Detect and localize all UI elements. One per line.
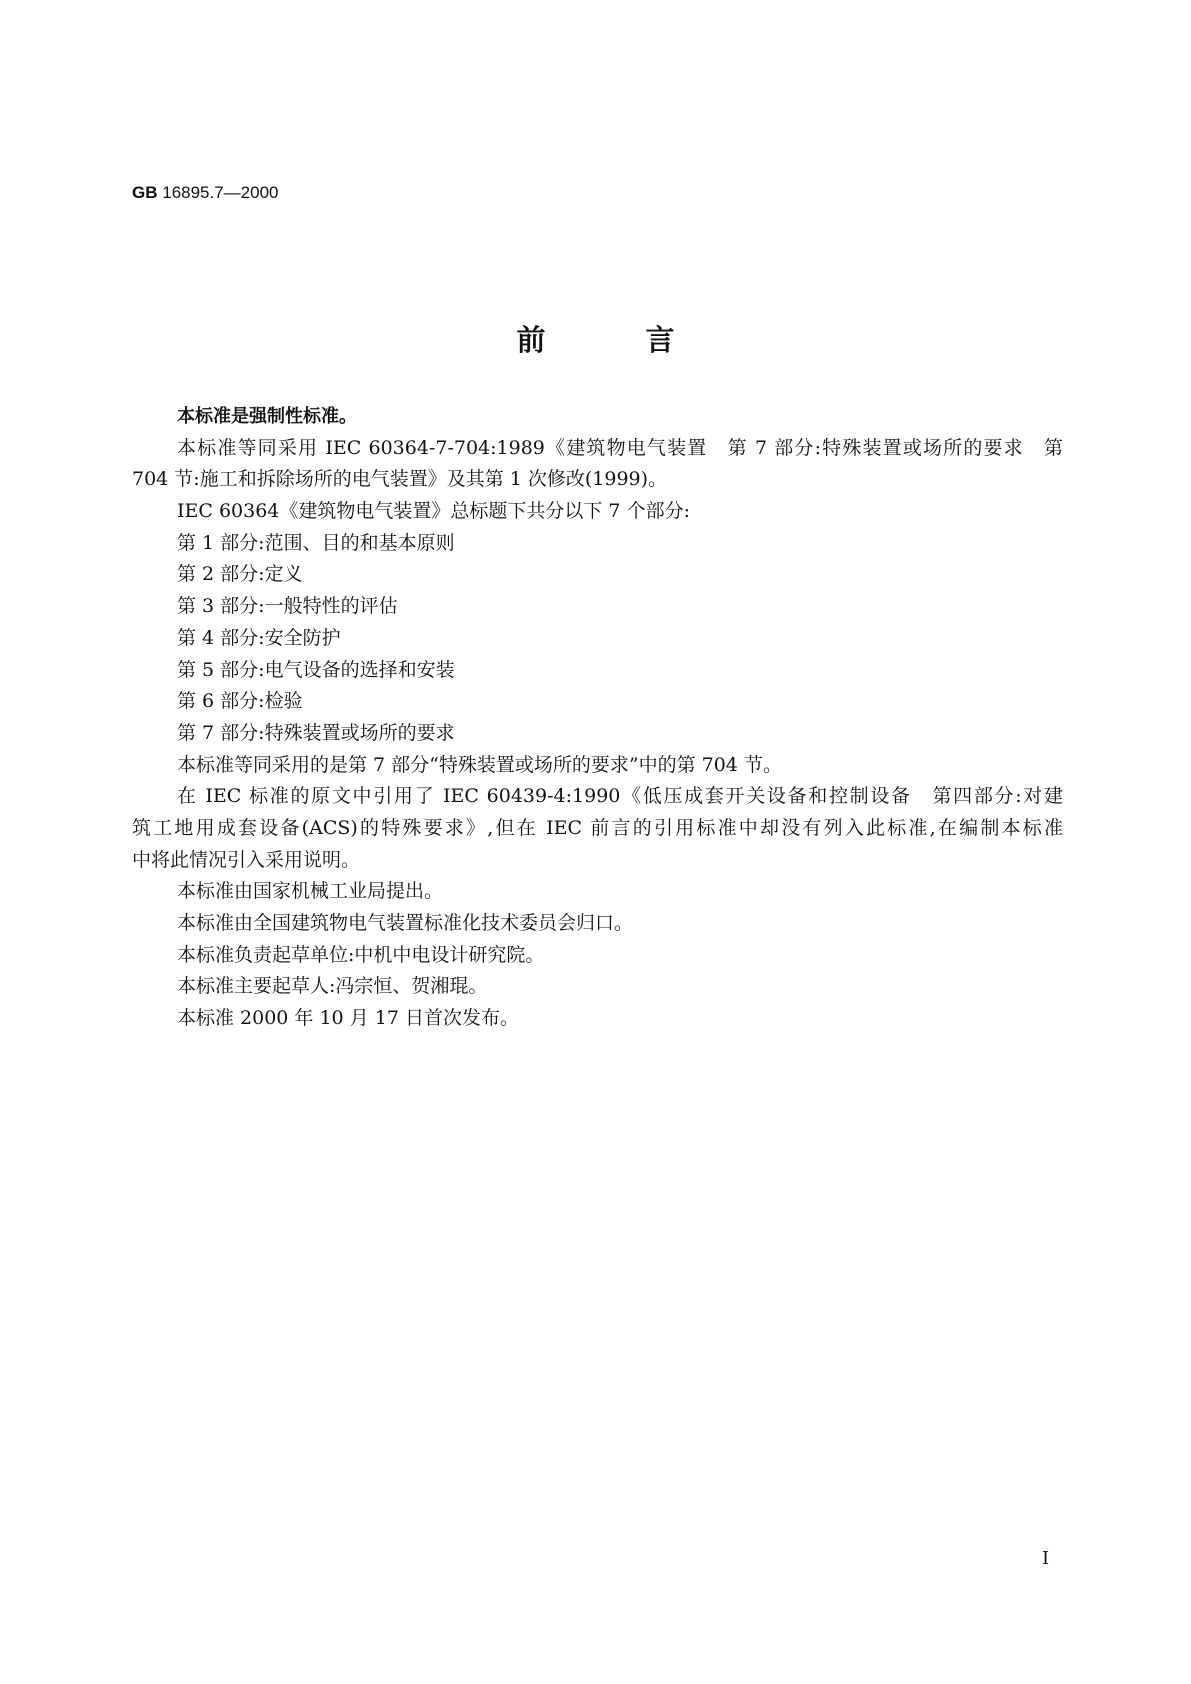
text-line: 第 5 部分:电气设备的选择和安装 — [177, 658, 455, 681]
page-number: I — [1042, 1548, 1050, 1569]
text-line: 本标准主要起草人:冯宗恒、贺湘琨。 — [177, 975, 488, 998]
standard-prefix: GB — [132, 183, 158, 202]
foreword-body — [132, 401, 1063, 1035]
text-line: 第 3 部分:一般特性的评估 — [177, 595, 398, 618]
text-line: 第 7 部分:特殊装置或场所的要求 — [177, 721, 455, 744]
text-line: 第 4 部分:安全防护 — [177, 626, 341, 649]
text-line: 中将此情况引入采用说明。 — [132, 848, 361, 871]
text-line: 第 6 部分:检验 — [177, 690, 303, 713]
text-line: 本标准负责起草单位:中机中电设计研究院。 — [177, 943, 545, 966]
text-line: 本标准等同采用的是第 7 部分“特殊装置或场所的要求”中的第 704 节。 — [177, 753, 782, 776]
standard-number: 16895.7—2000 — [162, 183, 279, 202]
page-title — [0, 318, 1191, 359]
text-line: 第 1 部分:范围、目的和基本原则 — [177, 531, 455, 554]
text-line: 本标准由全国建筑物电气装置标准化技术委员会归口。 — [177, 912, 634, 934]
text-line: 本标准是强制性标准。 — [177, 406, 357, 427]
text-line: 第 2 部分:定义 — [177, 563, 303, 586]
text-line: 本标准由国家机械工业局提出。 — [177, 880, 444, 903]
text-line: IEC 60364《建筑物电气装置》总标题下共分以下 7 个部分: — [177, 500, 690, 523]
text-line: 筑工地用成套设备(ACS)的特殊要求》,但在 IEC 前言的引用标准中却没有列入此标准,在编制本标准 — [132, 816, 1063, 839]
document-header — [132, 183, 279, 203]
text-line: 704 节:施工和拆除场所的电气装置》及其第 1 次修改(1999)。 — [132, 468, 668, 491]
title-char: 言 — [645, 323, 675, 357]
text-line: 本标准等同采用 IEC 60364-7-704:1989《建筑物电气装置 第 7 部分:特殊装置或场所的要求 第 — [177, 436, 1063, 459]
text-line: 在 IEC 标准的原文中引用了 IEC 60439-4:1990《低压成套开关设备和控制设备 第四部分:对建 — [177, 785, 1063, 808]
title-char: 前 — [516, 323, 546, 357]
text-line: 本标准 2000 年 10 月 17 日首次发布。 — [177, 1007, 519, 1030]
